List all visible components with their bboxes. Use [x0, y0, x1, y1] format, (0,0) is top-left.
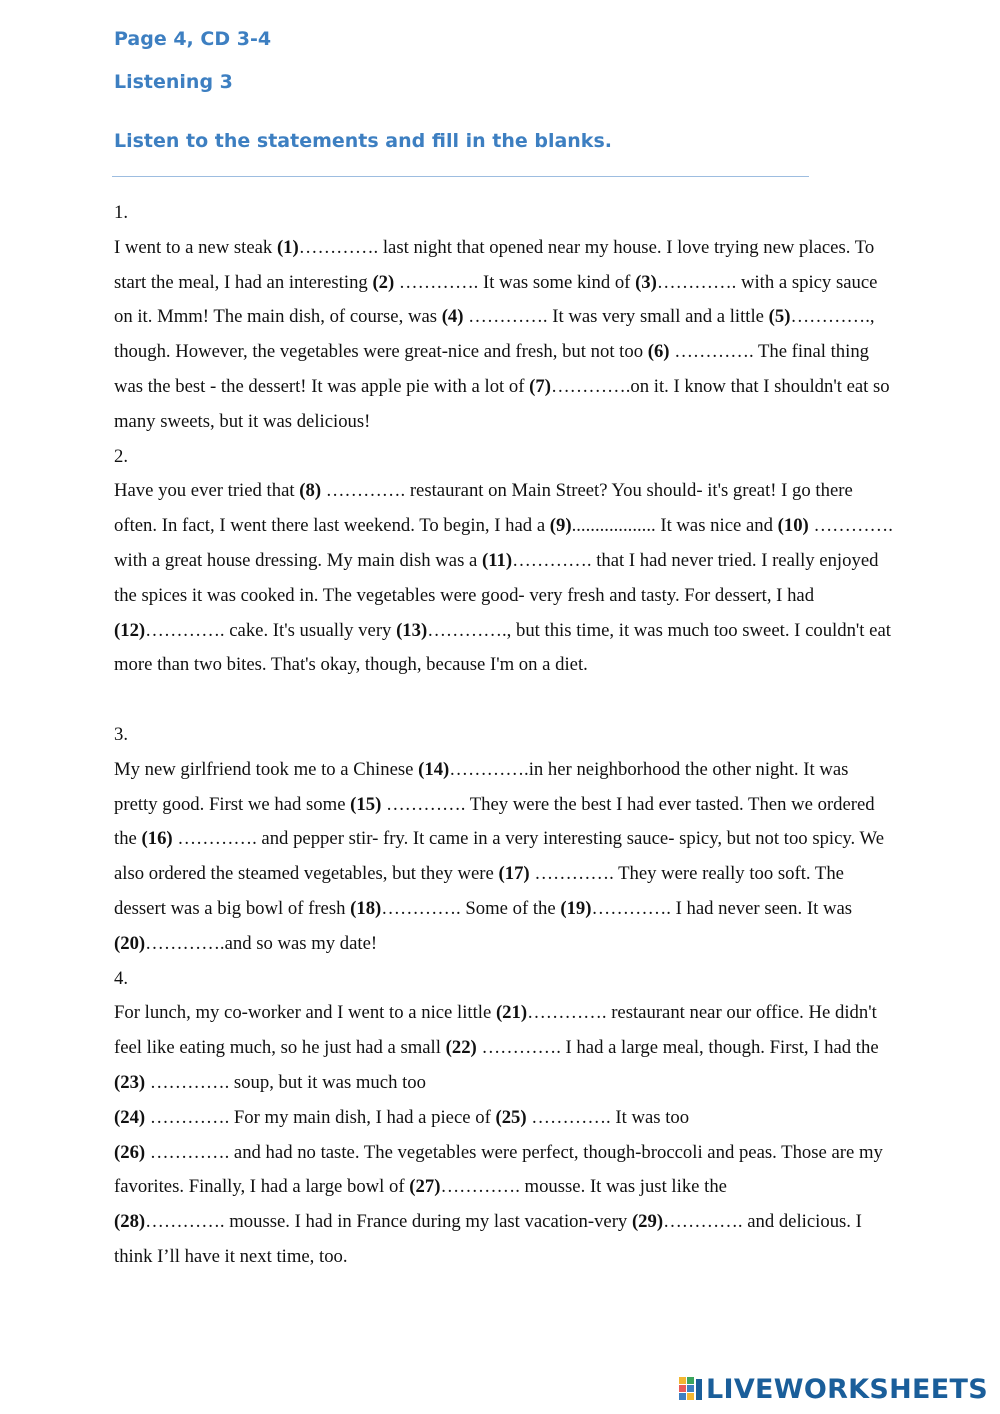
answer-blank[interactable] [482, 550, 592, 571]
liveworksheets-logo-icon [679, 1377, 703, 1403]
blank-number: (15) [350, 793, 382, 815]
answer-blank[interactable] [114, 1211, 225, 1232]
blank-number: (13) [396, 619, 428, 641]
blank-dots: …………. [656, 271, 737, 293]
passage-text: and delicious. I think I’ll have it next time, too. [114, 1211, 862, 1267]
passage-text: cake. It's usually very [224, 619, 397, 641]
passage-text: and had no taste. The vegetables were perfect, though-broccoli and peas. Those are my favorites. Finally, I had a large bowl of [114, 1141, 883, 1198]
passage-text: soup, but it was much too [229, 1071, 426, 1093]
blank-number: (1) [276, 236, 299, 258]
blank-dots: …………. [145, 1211, 225, 1233]
answer-blank[interactable] [769, 306, 875, 327]
blank-number: (28) [114, 1211, 146, 1233]
passage-text: I went to a new steak [114, 236, 277, 258]
instruction-heading: Listen to the statements and fill in the blanks. [114, 130, 612, 152]
passage-text: The final thing was the best - the dessert! It was apple pie with a lot of [114, 341, 870, 397]
blank-number: (24) [114, 1106, 146, 1128]
answer-blank[interactable] [409, 1176, 520, 1197]
answer-blank[interactable] [560, 898, 671, 919]
passage-text: with a great house dressing. My main dish was a [114, 549, 482, 571]
blank-number: (7) [529, 375, 551, 397]
answer-blank[interactable] [350, 898, 461, 919]
blank-dots: …………. [145, 619, 225, 641]
exercise-paragraph [114, 996, 894, 1274]
answer-blank[interactable] [396, 620, 511, 641]
answer-blank[interactable] [114, 1142, 229, 1163]
blank-dots: …………. [476, 1037, 561, 1059]
blank-dots: ………….and [145, 932, 252, 954]
blank-number: (16) [141, 828, 173, 850]
answer-blank[interactable] [114, 933, 252, 954]
passage-text: restaurant near our office. He didn't feel like eating much, so he just had a small [114, 1002, 877, 1059]
passage-text: and pepper stir- fry. It came in a very interesting sauce- spicy, but not too spicy. We also ordered the steamed vegetables, but they were [114, 828, 884, 885]
heading-divider [112, 176, 809, 177]
answer-blank[interactable] [350, 794, 465, 815]
blank-dots: …………. [663, 1211, 743, 1233]
blank-number: (21) [495, 1002, 528, 1024]
blank-number: (25) [495, 1106, 527, 1128]
blank-number: (12) [114, 619, 146, 641]
blank-dots: …………. [394, 271, 479, 293]
blank-number: (17) [498, 863, 530, 885]
answer-blank[interactable] [632, 1211, 743, 1232]
blank-dots: .................. [571, 515, 656, 537]
passage-text: but this time, it was much too sweet. I couldn't eat more than two bites. That's okay, though, because I'm on a diet. [114, 619, 891, 676]
blank-number: (3) [635, 271, 657, 293]
passage-text: I had a large meal, though. First, I had the [560, 1037, 879, 1059]
exercise-paragraph [114, 753, 894, 962]
passage-text: It was some kind of [478, 271, 636, 293]
exercise-paragraph [114, 474, 894, 683]
answer-blank[interactable] [442, 306, 548, 327]
blank-dots: …………. [808, 515, 893, 537]
blank-number: (18) [350, 897, 382, 919]
exercise-list [114, 196, 894, 1275]
passage-text: mousse. It was just like the [519, 1176, 727, 1198]
answer-blank[interactable] [114, 620, 225, 641]
blank-dots: …………. [529, 863, 614, 885]
logo-wordmark: LIVEWORKSHEETS [705, 1374, 988, 1405]
blank-number: (8) [299, 480, 322, 502]
passage-text: Have you ever tried that [114, 480, 300, 502]
passage-text: with a spicy sauce on it. Mmm! The main dish, of course, was [114, 271, 878, 328]
answer-blank[interactable] [142, 828, 257, 849]
passage-text: For lunch, my co-worker and I went to a nice little [114, 1002, 496, 1024]
blank-dots: …………. [145, 1071, 230, 1093]
page-reference-heading: Page 4, CD 3-4 [114, 28, 272, 50]
blank-dots: …………. [526, 1106, 611, 1128]
blank-dots: …………. [669, 341, 754, 363]
answer-blank[interactable] [778, 515, 893, 536]
blank-dots: …………. [381, 793, 466, 815]
passage-text: I had never seen. It was [670, 897, 853, 919]
blank-dots: …………. [527, 1002, 607, 1024]
blank-dots: …………. [463, 306, 548, 328]
answer-blank[interactable] [114, 1072, 229, 1093]
blank-dots: …………. [440, 1176, 520, 1198]
passage-text: mousse. I had in France during my last vacation-very [224, 1211, 632, 1233]
passage-text: Some of the [460, 897, 561, 919]
passage-text: restaurant on Main Street? You should- it's great! I go there often. In fact, I went there last weekend. To begin, I had a [114, 480, 853, 537]
passage-text: so was my date! [251, 932, 378, 954]
exercise-number: 4. [114, 967, 129, 989]
passage-text: It was too [610, 1106, 690, 1128]
exercise-number: 3. [114, 723, 129, 745]
answer-blank[interactable] [277, 237, 378, 258]
blank-number: (27) [409, 1176, 441, 1198]
answer-blank[interactable] [418, 759, 543, 780]
blank-number: (19) [560, 897, 592, 919]
exercise-number: 2. [114, 445, 129, 467]
exercise-paragraph [114, 231, 894, 440]
blank-number: (11) [481, 549, 513, 571]
blank-dots: …………. [512, 549, 592, 571]
blank-number: (22) [445, 1037, 477, 1059]
answer-blank[interactable] [648, 341, 754, 362]
blank-number: (2) [372, 271, 395, 293]
passage-text: It was nice and [655, 515, 778, 537]
answer-blank[interactable] [529, 376, 649, 397]
answer-blank[interactable] [372, 272, 478, 293]
blank-dots: ………….in [449, 758, 544, 780]
answer-blank[interactable] [635, 272, 736, 293]
passage-text: For my main dish, I had a piece of [229, 1106, 496, 1128]
liveworksheets-logo [679, 1374, 988, 1406]
answer-blank[interactable] [446, 1037, 561, 1058]
paragraph-spacer [114, 683, 894, 718]
blank-dots: …………. [381, 897, 461, 919]
blank-dots: …………., [427, 619, 512, 641]
section-heading: Listening 3 [114, 71, 233, 93]
blank-number: (29) [631, 1211, 664, 1233]
blank-number: (10) [777, 515, 809, 537]
answer-blank[interactable] [299, 480, 405, 501]
passage-text: her neighborhood the other night. It was pretty good. First we had some [114, 758, 849, 815]
blank-number: (26) [114, 1141, 146, 1163]
passage-text: though. However, the vegetables were great-nice and fresh, but not too [114, 341, 648, 363]
passage-text: It was very small and a little [547, 306, 769, 328]
blank-dots: ………….on [550, 375, 650, 397]
answer-blank[interactable] [114, 1107, 229, 1128]
answer-blank[interactable] [499, 863, 614, 884]
blank-number: (20) [114, 932, 146, 954]
passage-text: They were really too soft. The dessert was a big bowl of fresh [114, 863, 844, 919]
blank-number: (9) [549, 515, 572, 537]
blank-dots: …………. [298, 236, 379, 258]
blank-dots: …………. [591, 897, 671, 919]
blank-number: (5) [768, 306, 791, 328]
answer-blank[interactable] [496, 1002, 607, 1023]
blank-dots: …………. [172, 828, 257, 850]
passage-text: that I had never tried. I really enjoyed the spices it was cooked in. The vegetables were good- very fresh and tasty. For dessert, I had [114, 549, 879, 606]
passage-text: it. I know that I shouldn't eat so many sweets, but it was delicious! [114, 375, 890, 432]
passage-text: They were the best I had ever tasted. Then we ordered the [114, 793, 875, 850]
blank-dots: …………. [145, 1106, 230, 1128]
blank-number: (23) [114, 1071, 146, 1093]
passage-text: My new girlfriend took me to a Chinese [114, 758, 419, 780]
blank-dots: …………., [790, 306, 875, 328]
blank-number: (4) [441, 306, 464, 328]
blank-number: (6) [647, 341, 670, 363]
blank-number: (14) [418, 758, 450, 780]
blank-dots: …………. [145, 1141, 230, 1163]
blank-dots: …………. [321, 480, 406, 502]
answer-blank[interactable] [495, 1107, 610, 1128]
exercise-number: 1. [114, 202, 129, 223]
answer-blank[interactable] [550, 515, 656, 536]
passage-text: last night that opened near my house. I love trying new places. To start the meal, I had an interesting [114, 236, 875, 293]
